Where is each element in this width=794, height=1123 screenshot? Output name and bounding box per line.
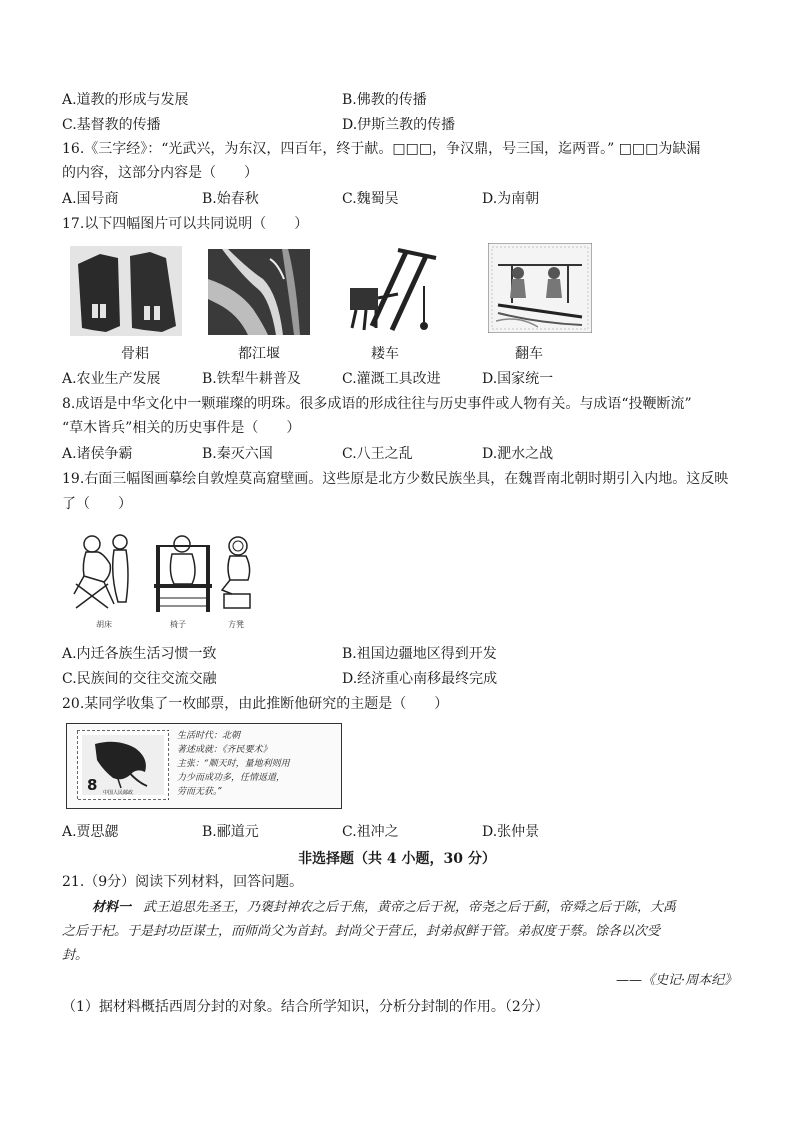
stamp-value: 8 bbox=[87, 776, 98, 794]
q19-option-d[interactable]: D.经济重心南移最终完成 bbox=[342, 671, 498, 687]
q19-option-c[interactable]: C.民族间的交往交流交融 bbox=[62, 671, 217, 687]
q18-stem-line2: “草木皆兵”相关的历史事件是（ ） bbox=[62, 420, 301, 436]
q20-option-b[interactable]: B.郦道元 bbox=[202, 824, 259, 840]
q17-option-d[interactable]: D.国家统一 bbox=[482, 371, 554, 387]
q17-caption-dujiangyan: 都江堰 bbox=[238, 346, 280, 362]
q19-caption-square-stool: 方凳 bbox=[228, 620, 244, 629]
q21-stem: 21.（9分）阅读下列材料，回答问题。 bbox=[62, 874, 304, 890]
dunhuang-seats-image bbox=[64, 524, 254, 624]
q18-option-c[interactable]: C.八王之乱 bbox=[342, 446, 413, 462]
stamp-line-4: 力少而成功多，任情返道， bbox=[177, 773, 286, 783]
q16-option-c[interactable]: C.魏蜀吴 bbox=[342, 191, 399, 207]
q19-option-b[interactable]: B.祖国边疆地区得到开发 bbox=[342, 646, 497, 662]
q19-caption-folding-stool: 胡床 bbox=[96, 620, 112, 629]
q17-stem: 17.以下四幅图片可以共同说明（ ） bbox=[62, 216, 309, 232]
q17-caption-water-wheel: 翻车 bbox=[515, 346, 543, 362]
bone-spade-image bbox=[70, 246, 182, 336]
stamp-issuer: 中国人民邮政 bbox=[103, 790, 134, 796]
q18-option-a[interactable]: A.诸侯争霸 bbox=[62, 446, 133, 462]
q18-stem-line1: 8.成语是中华文化中一颗璀璨的明珠。很多成语的形成往往与历史事件或人物有关。与成语“投鞭断流” bbox=[62, 396, 692, 412]
stamp-line-2: 著述成就：《齐民要术》 bbox=[177, 745, 272, 755]
q16-option-d[interactable]: D.为南朝 bbox=[482, 191, 540, 207]
water-wheel-image bbox=[488, 243, 592, 333]
q20-option-d[interactable]: D.张仲景 bbox=[482, 824, 540, 840]
q15-option-a[interactable]: A.道教的形成与发展 bbox=[62, 92, 189, 108]
q20-stem: 20.某同学收集了一枚邮票，由此推断他研究的主题是（ ） bbox=[62, 696, 449, 712]
q21-source: ——《史记·周本纪》 bbox=[616, 973, 738, 988]
q16-stem-line1: 16.《三字经》：“光武兴，为东汉，四百年，终于献。□□□，争汉鼎，号三国，迄两晋。” □□□为缺漏 bbox=[62, 141, 701, 157]
q17-option-c[interactable]: C.灌溉工具改进 bbox=[342, 371, 441, 387]
q18-option-b[interactable]: B.秦灭六国 bbox=[202, 446, 273, 462]
seed-drill-image bbox=[336, 246, 446, 338]
dujiangyan-image bbox=[208, 249, 310, 335]
q19-option-a[interactable]: A.内迁各族生活习惯一致 bbox=[62, 646, 217, 662]
q19-stem-line2: 了（ ） bbox=[62, 496, 132, 512]
stamp-line-5: 劳而无获。” bbox=[177, 787, 223, 797]
q21-material-line2: 之后于杞。于是封功臣谋士，而师尚父为首封。封尚父于营丘，封弟叔鲜于管。弟叔度于蔡。馀各以次受 bbox=[62, 924, 661, 939]
q20-option-c[interactable]: C.祖冲之 bbox=[342, 824, 399, 840]
q20-option-a[interactable]: A.贾思勰 bbox=[62, 824, 119, 840]
q21-material-line3: 封。 bbox=[62, 948, 89, 963]
q17-option-a[interactable]: A.农业生产发展 bbox=[62, 371, 161, 387]
q17-option-b[interactable]: B.铁犁牛耕普及 bbox=[202, 371, 301, 387]
q15-option-b[interactable]: B.佛教的传播 bbox=[342, 92, 427, 108]
q16-option-a[interactable]: A.国号商 bbox=[62, 191, 119, 207]
stamp-line-3: 主张：“顺天时，量地利则用 bbox=[177, 759, 290, 769]
q19-caption-chair: 椅子 bbox=[170, 620, 186, 629]
section-title: 非选择题（共 4 小题，30 分） bbox=[298, 851, 496, 867]
q19-stem-line1: 19.右面三幅图画摹绘自敦煌莫高窟壁画。这些原是北方少数民族坐具，在魏晋南北朝时期引入内地。这反映 bbox=[62, 471, 729, 487]
q15-option-d[interactable]: D.伊斯兰教的传播 bbox=[342, 117, 456, 133]
q17-caption-bone-spade: 骨耜 bbox=[121, 346, 149, 362]
q18-option-d[interactable]: D.淝水之战 bbox=[482, 446, 554, 462]
stamp-card bbox=[66, 723, 342, 809]
q21-sub-question-1: （1）据材料概括西周分封的对象。结合所学知识，分析分封制的作用。（2分） bbox=[62, 999, 549, 1015]
q15-option-c[interactable]: C.基督教的传播 bbox=[62, 117, 161, 133]
stamp-line-1: 生活时代：北朝 bbox=[177, 731, 241, 741]
q16-option-b[interactable]: B.始春秋 bbox=[202, 191, 259, 207]
q21-material-line1 bbox=[92, 899, 676, 917]
q17-caption-seed-drill: 耧车 bbox=[371, 346, 399, 362]
material-text-1: 武王追思先圣王，乃褒封神农之后于焦，黄帝之后于祝，帝尧之后于蓟，帝舜之后于陈，大禹 bbox=[143, 900, 677, 915]
q16-stem-line2: 的内容，这部分内容是（ ） bbox=[62, 165, 258, 181]
material-label: 材料一 bbox=[92, 900, 132, 915]
